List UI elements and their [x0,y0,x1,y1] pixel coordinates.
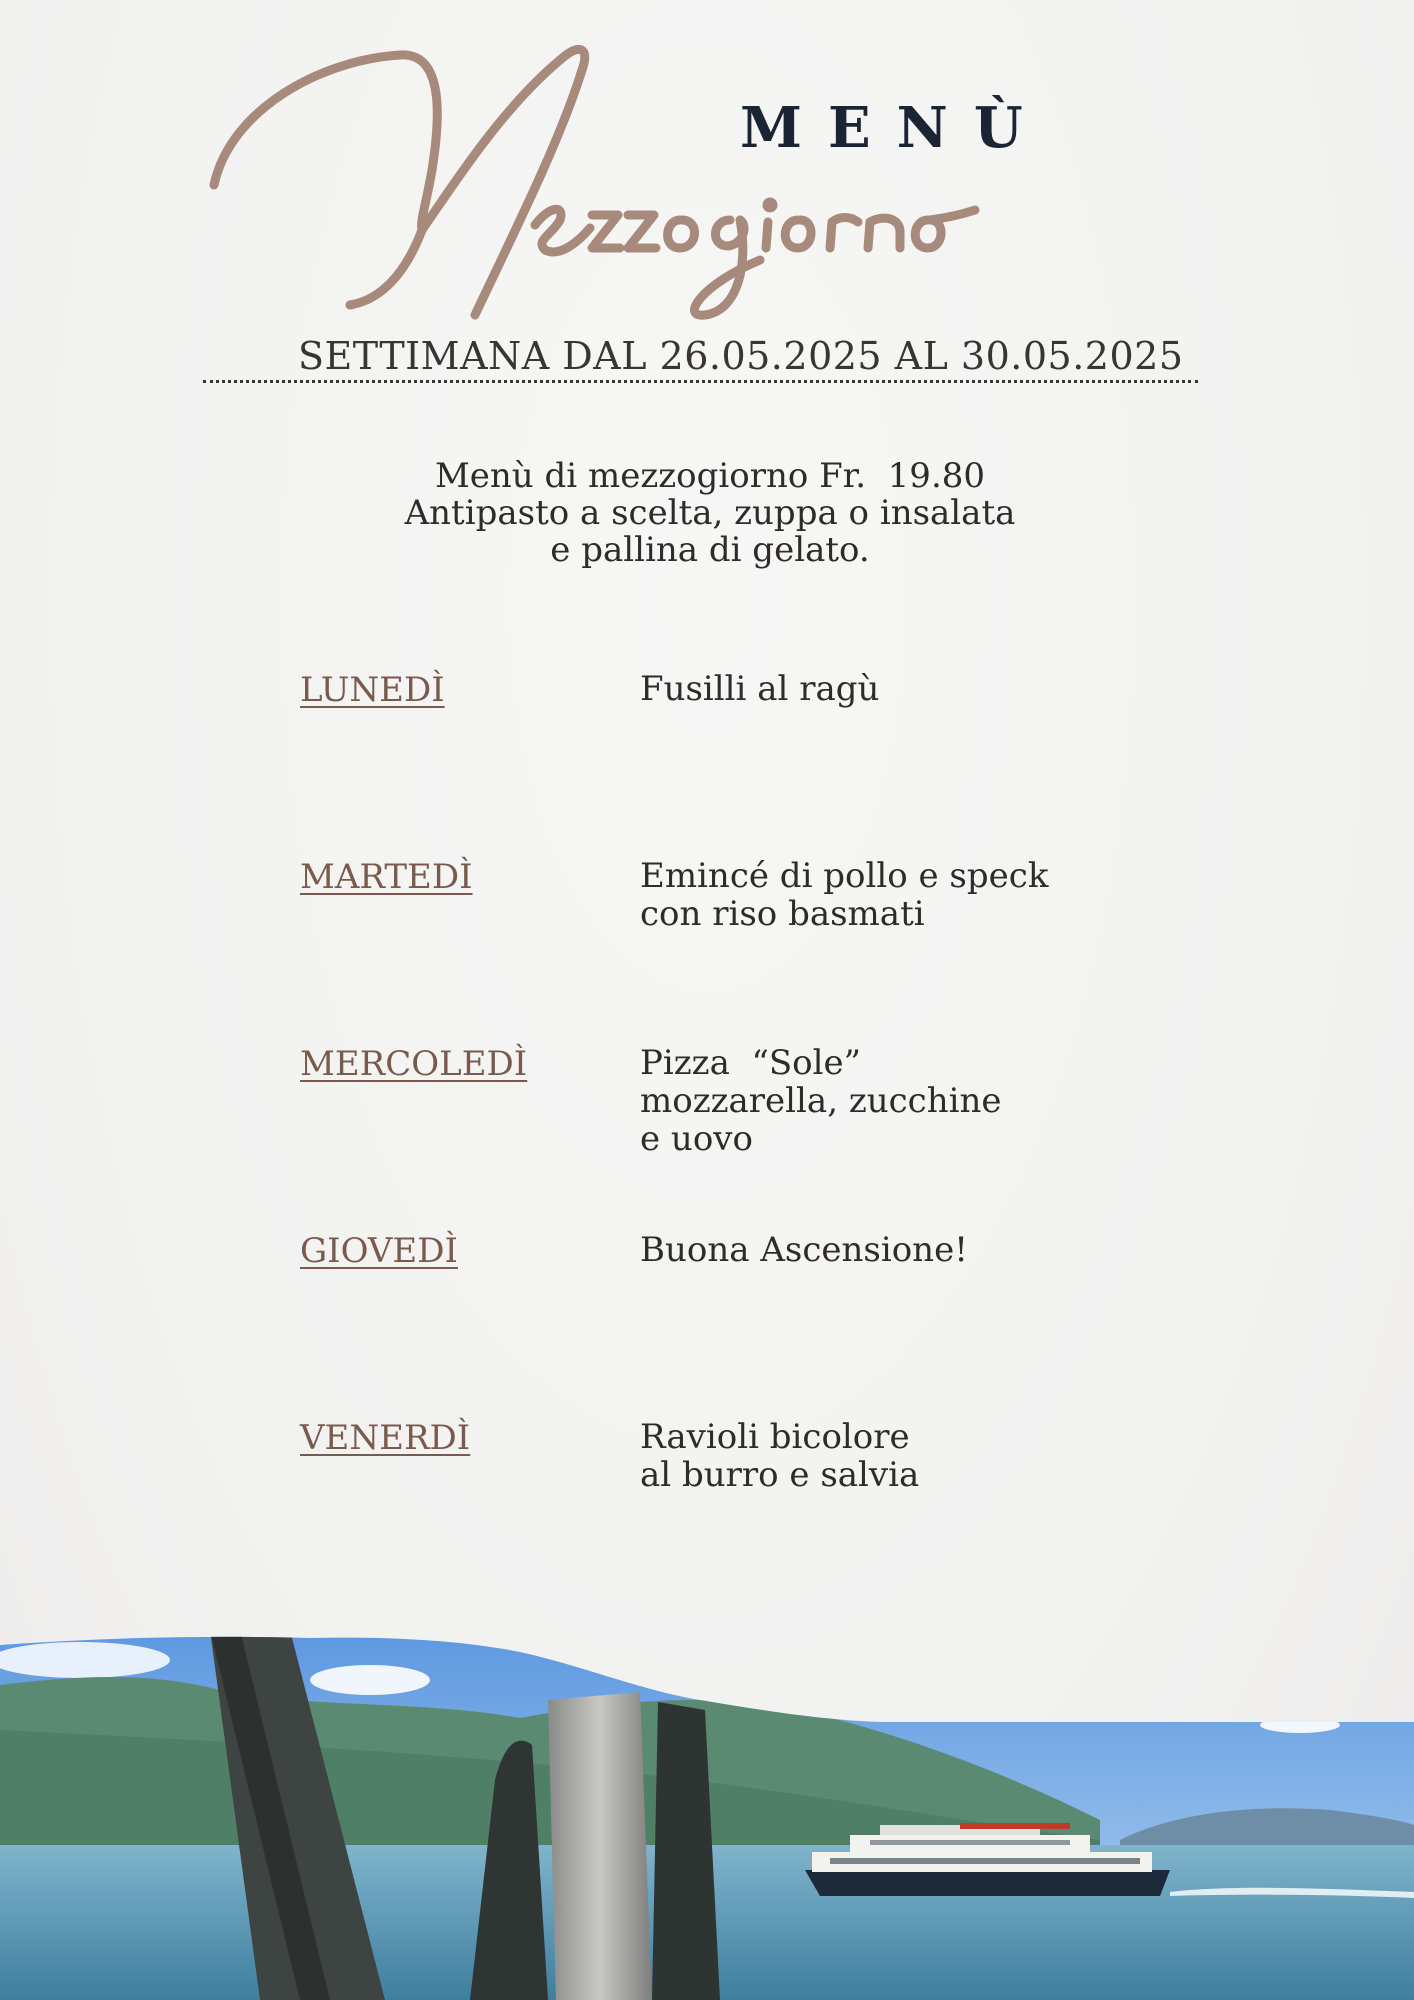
menu-heading: MENÙ [740,95,1049,161]
intro-line: Menù di mezzogiorno Fr. 19.80 [434,456,986,496]
day-label: GIOVEDÌ [300,1231,458,1271]
dish-description [640,670,879,708]
dish-line: mozzarella, zucchine [640,1081,1002,1121]
day-label: MERCOLEDÌ [300,1044,528,1084]
dish-description [640,1231,968,1269]
dish-line: Ravioli bicolore [640,1417,910,1457]
mezzogiorno-script-title [200,30,1080,340]
lake-photo [0,1630,1414,2000]
dish-description [640,1044,1002,1158]
intro-text [300,458,1120,569]
day-label: LUNEDÌ [300,670,445,710]
intro-line: Antipasto a scelta, zuppa o insalata [404,493,1016,533]
dish-line: Buona Ascensione! [640,1230,968,1270]
intro-line: e pallina di gelato. [550,530,870,570]
dish-line: e uovo [640,1119,753,1159]
dish-line: Fusilli al ragù [640,669,880,709]
dish-line: Pizza “Sole” [640,1043,861,1083]
day-label: VENERDÌ [300,1418,471,1458]
dotted-divider [203,380,1198,383]
dish-line: Emincé di pollo e speck [640,856,1049,896]
dish-line: con riso basmati [640,894,925,934]
week-dates: SETTIMANA DAL 26.05.2025 AL 30.05.2025 [298,334,1184,378]
day-label: MARTEDÌ [300,857,473,897]
dish-description [640,857,1048,933]
dish-description [640,1418,919,1494]
dish-line: al burro e salvia [640,1455,920,1495]
